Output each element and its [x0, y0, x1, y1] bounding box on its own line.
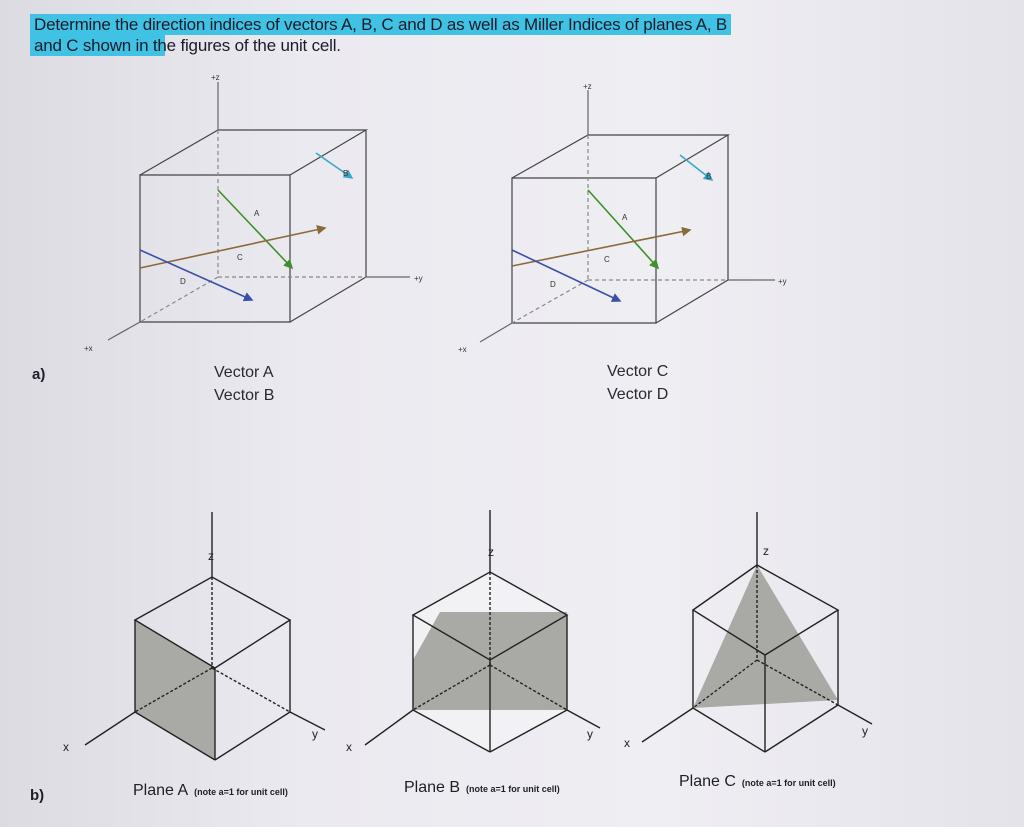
unit-cell-vectors-2 — [480, 90, 775, 342]
plane-b-note: (note a=1 for unit cell) — [466, 784, 560, 794]
axis-y-label-1: +y — [414, 274, 423, 283]
plane-a-caption — [133, 782, 288, 800]
axis-z-plane-c: z — [763, 544, 769, 558]
question-line-1: Determine the direction indices of vectors A, B, C and D as well as Miller Indices of planes A, B — [30, 14, 731, 35]
plane-c-note: (note a=1 for unit cell) — [741, 778, 836, 788]
label-a-2: A — [622, 213, 628, 222]
plane-a-note: (note a=1 for unit cell) — [194, 787, 288, 797]
vector-b-answer-label: Vector B — [214, 387, 275, 404]
axis-y-label-2: +y — [778, 277, 787, 286]
plane-b-caption — [404, 779, 560, 797]
axis-x-label-2: +x — [458, 345, 467, 354]
vector-c-answer-label: Vector C — [607, 363, 669, 380]
label-c-2: C — [604, 255, 610, 264]
axis-z-label-1: +z — [211, 73, 220, 82]
label-a-1: A — [254, 209, 260, 218]
axis-y-plane-c: y — [862, 724, 868, 738]
cube2-front-face — [512, 178, 656, 323]
plane-c-figure — [642, 512, 872, 752]
vector-a-arrow — [218, 190, 292, 268]
axis-x-plane-a: x — [63, 740, 69, 754]
vector-a-answer-label: Vector A — [214, 364, 274, 381]
part-a-label: a) — [32, 366, 46, 383]
axis-x-plane-c: x — [624, 736, 630, 750]
axis-z-plane-a: z — [208, 549, 214, 563]
label-d-2: D — [550, 280, 556, 289]
question-line-2: and C shown in the figures of the unit cell. — [30, 35, 345, 56]
label-b-1: B — [343, 169, 349, 178]
plane-a-shaded — [135, 620, 215, 760]
figure-a-labels — [84, 73, 787, 354]
vector-d-answer-label: Vector D — [607, 386, 669, 403]
plane-c-caption — [679, 773, 836, 791]
vector-d-arrow — [140, 250, 252, 300]
axis-y-plane-a: y — [312, 727, 318, 741]
label-c-1: C — [237, 253, 243, 262]
plane-a-name: Plane A — [133, 782, 189, 799]
vector-a2-arrow — [588, 190, 658, 268]
cube1-front-face — [140, 175, 290, 322]
axis-z-plane-b: z — [488, 545, 494, 559]
axis-z-label-2: +z — [583, 82, 592, 91]
label-b-2: B — [706, 172, 712, 181]
label-d-1: D — [180, 277, 186, 286]
axis-y-plane-b: y — [587, 727, 593, 741]
axis-x-plane-b: x — [346, 740, 352, 754]
plane-a-figure — [85, 512, 325, 760]
plane-c-name: Plane C — [679, 773, 736, 790]
vector-c2-arrow — [512, 230, 690, 266]
axis-x-label-1: +x — [84, 344, 93, 353]
plane-b-figure — [365, 510, 600, 752]
part-b-label: b) — [30, 787, 45, 804]
plane-b-name: Plane B — [404, 779, 461, 796]
